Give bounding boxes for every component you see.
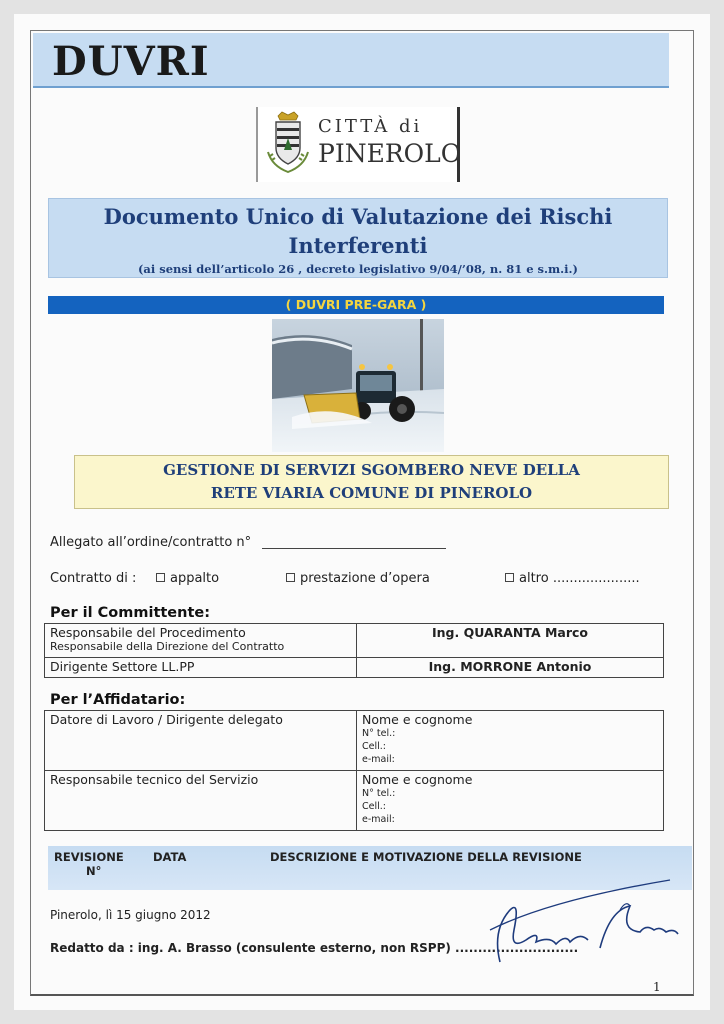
service-heading: [74, 459, 669, 505]
affidatario-heading: Per l’Affidatario:: [50, 692, 186, 708]
responsabile-name-label: Nome e cognome: [362, 772, 473, 787]
table-row: [45, 711, 664, 771]
document-heading-line2: Interferenti: [288, 233, 428, 258]
checkbox-prestazione[interactable]: [286, 573, 295, 582]
option-appalto-label: appalto: [170, 571, 220, 586]
document-heading-line1: Documento Unico di Valutazione dei Rischi: [103, 204, 613, 229]
datore-email-label: e-mail:: [362, 754, 395, 765]
contratto-label: Contratto di :: [50, 571, 137, 586]
table-row: [45, 658, 664, 678]
city-crest-icon: [262, 110, 314, 178]
page-title: DUVRI: [52, 38, 210, 85]
committente-name: Ing. QUARANTA Marco: [357, 624, 664, 658]
committente-heading: Per il Committente:: [50, 605, 211, 621]
snowplow-image: [272, 319, 444, 452]
table-row: [45, 624, 664, 658]
affidatario-table: [44, 710, 664, 831]
document-heading: [48, 202, 668, 260]
logo-city-name: PINEROLO: [318, 139, 462, 168]
service-heading-line2: RETE VIARIA COMUNE DI PINEROLO: [210, 484, 533, 502]
option-altro[interactable]: [505, 571, 640, 586]
option-prestazione[interactable]: [286, 571, 430, 586]
committente-role: Responsabile del Procedimento: [50, 625, 246, 640]
revision-number-header-line1: REVISIONE: [54, 850, 124, 864]
committente-table: [44, 623, 664, 678]
datore-name-label: Nome e cognome: [362, 712, 473, 727]
datore-tel-label: N° tel.:: [362, 728, 396, 739]
handwritten-signature: [470, 870, 680, 970]
datore-contact-cell[interactable]: [357, 711, 664, 771]
document-subtitle: (ai sensi dell’articolo 26 , decreto legislativo 9/04/’08, n. 81 e s.m.i.): [137, 262, 578, 276]
option-altro-label: altro .....................: [519, 571, 640, 586]
revision-number-header-line2: N°: [86, 864, 102, 878]
page-number: 1: [653, 980, 661, 994]
revision-number-header: [54, 850, 124, 878]
table-row: [45, 771, 664, 831]
allegato-number-field[interactable]: [262, 548, 446, 549]
logo-citta-label: CITTÀ di: [318, 116, 423, 137]
place-date: Pinerolo, lì 15 giugno 2012: [50, 908, 211, 922]
redatto-da: Redatto da : ing. A. Brasso (consulente esterno, non RSPP) ...........................: [50, 941, 579, 955]
pregara-band: ( DUVRI PRE-GARA ): [48, 296, 664, 314]
committente-role-sub: Responsabile della Direzione del Contratto: [50, 640, 285, 653]
datore-role: Datore di Lavoro / Dirigente delegato: [45, 711, 357, 771]
responsabile-contact-cell[interactable]: [357, 771, 664, 831]
checkbox-altro[interactable]: [505, 573, 514, 582]
responsabile-tecnico-role: Responsabile tecnico del Servizio: [45, 771, 357, 831]
responsabile-email-label: e-mail:: [362, 814, 395, 825]
option-prestazione-label: prestazione d’opera: [300, 571, 430, 586]
dirigente-role: Dirigente Settore LL.PP: [45, 658, 357, 678]
option-appalto[interactable]: [156, 571, 219, 586]
revision-date-header: DATA: [153, 850, 187, 864]
committente-role-cell: [45, 624, 357, 658]
revision-description-header: DESCRIZIONE E MOTIVAZIONE DELLA REVISIONE: [270, 850, 582, 864]
service-heading-line1: GESTIONE DI SERVIZI SGOMBERO NEVE DELLA: [163, 461, 580, 479]
checkbox-appalto[interactable]: [156, 573, 165, 582]
datore-cell-label: Cell.:: [362, 741, 386, 752]
responsabile-cell-label: Cell.:: [362, 801, 386, 812]
allegato-label: Allegato all’ordine/contratto n°: [50, 535, 252, 550]
responsabile-tel-label: N° tel.:: [362, 788, 396, 799]
dirigente-name: Ing. MORRONE Antonio: [357, 658, 664, 678]
